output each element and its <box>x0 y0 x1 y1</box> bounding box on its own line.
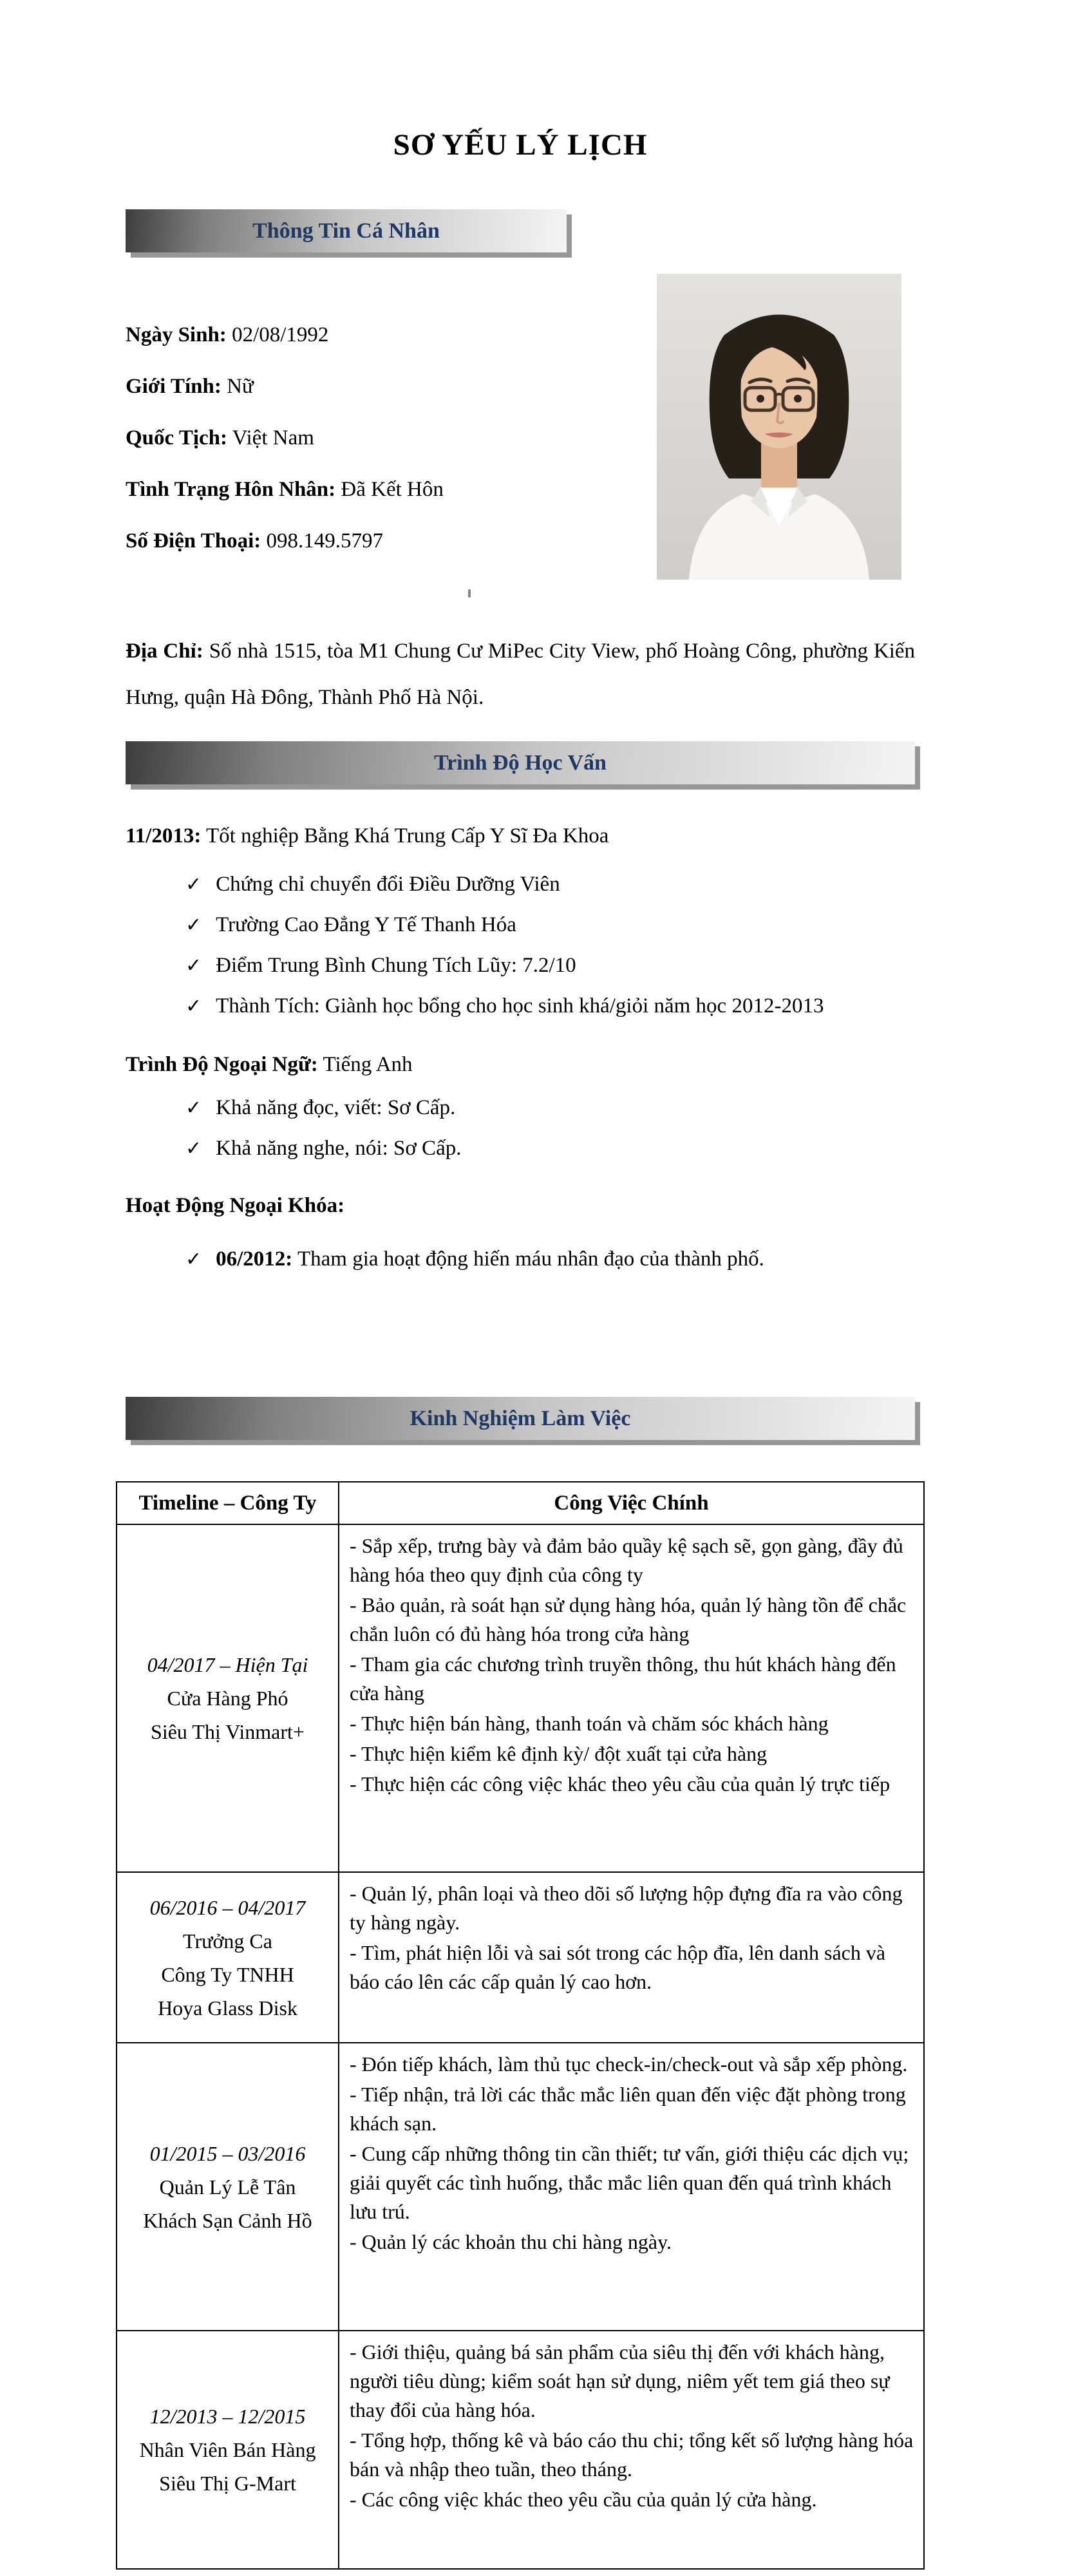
address-label: Địa Chỉ: <box>126 639 203 663</box>
bullet-text: Khả năng đọc, viết: Sơ Cấp. <box>216 1096 456 1119</box>
duty-item: - Tìm, phát hiện lỗi và sai sót trong các hộp đĩa, lên danh sách và báo cáo lên các cấp quản lý cao hơn. <box>350 1941 886 1993</box>
education-bullet <box>185 945 915 986</box>
bullet-text: Thành Tích: Giành học bổng cho học sinh khá/giỏi năm học 2012-2013 <box>216 994 824 1018</box>
language-line <box>126 1052 915 1077</box>
field-value: Việt Nam <box>232 426 314 450</box>
table-row <box>117 2043 924 2331</box>
section-header-label: Trình Độ Học Vấn <box>434 750 607 775</box>
field-label: Ngày Sinh: <box>126 323 227 346</box>
education-bullet <box>185 864 915 905</box>
address-paragraph <box>126 628 915 721</box>
field-value: Nữ <box>227 375 254 398</box>
field-value: 098.149.5797 <box>266 529 384 553</box>
org-line: Siêu Thị G-Mart <box>159 2472 296 2495</box>
section-header-education <box>126 741 915 784</box>
bullet-text: Trường Cao Đẳng Y Tế Thanh Hóa <box>216 913 516 936</box>
page-1 <box>0 0 1065 1272</box>
org-line: Hoya Glass Disk <box>158 1996 297 2020</box>
table-row <box>117 1524 924 1872</box>
bullet-text: Khả năng nghe, nói: Sơ Cấp. <box>216 1137 462 1160</box>
duty-item: - Đón tiếp khách, làm thủ tục check-in/check-out và sắp xếp phòng. <box>350 2052 908 2076</box>
section-header-label: Thông Tin Cá Nhân <box>252 218 440 243</box>
duty-item: - Cung cấp những thông tin cần thiết; tư vấn, giới thiệu các dịch vụ; giải quyết các tình huống, thắc mắc liên quan đến quá trình khách lưu trú. <box>350 2142 909 2223</box>
section-header-experience <box>126 1397 915 1440</box>
org-line: Quản Lý Lễ Tân <box>159 2175 296 2199</box>
section-header-label: Kinh Nghiệm Làm Việc <box>410 1406 631 1430</box>
col-header-duties: Công Việc Chính <box>339 1482 924 1524</box>
col-header-timeline: Timeline – Công Ty <box>117 1482 339 1524</box>
field-label: Tình Trạng Hôn Nhân: <box>126 478 336 501</box>
timeline-dates: 01/2015 – 03/2016 <box>149 2141 306 2165</box>
timeline-dates: 06/2016 – 04/2017 <box>149 1895 306 1919</box>
duty-item: - Quản lý, phân loại và theo dõi số lượng hộp đựng đĩa ra vào công ty hàng ngày. <box>350 1882 903 1934</box>
language-bullet <box>185 1088 915 1128</box>
bullet-text <box>216 1239 764 1272</box>
field-label: Số Điện Thoại: <box>126 529 261 553</box>
stray-mark <box>468 589 471 598</box>
address-value: Số nhà 1515, tòa M1 Chung Cư MiPec City View, phố Hoàng Công, phường Kiến Hưng, quận Hà Đông, Thành Phố Hà Nội. <box>126 639 916 709</box>
table-row <box>117 2331 924 2569</box>
activity-date-label: 06/2012: <box>216 1247 293 1271</box>
page-2 <box>0 1397 1065 2570</box>
org-line: Công Ty TNHH <box>161 1962 294 1986</box>
duty-item: - Sắp xếp, trưng bày và đảm bảo quầy kệ sạch sẽ, gọn gàng, đầy đủ hàng hóa theo quy định của công ty <box>350 1534 903 1586</box>
timeline-dates: 12/2013 – 12/2015 <box>149 2405 306 2428</box>
education-bullet <box>185 986 915 1027</box>
check-bullet-icon: ✓ <box>185 873 202 896</box>
bullet-text: Chứng chỉ chuyển đổi Điều Dưỡng Viên <box>216 873 560 896</box>
education-bullet-list <box>126 864 915 1027</box>
org-line: Siêu Thị Vinmart+ <box>151 1720 305 1743</box>
check-bullet-icon: ✓ <box>185 1248 202 1271</box>
org-line: Nhân Viên Bán Hàng <box>139 2438 316 2461</box>
check-bullet-icon: ✓ <box>185 914 202 936</box>
experience-table <box>116 1481 925 2570</box>
field-value: Đã Kết Hôn <box>341 478 444 501</box>
language-label: Trình Độ Ngoại Ngữ: <box>126 1053 318 1076</box>
section-header-personal-info <box>126 209 567 252</box>
org-line: Khách Sạn Cảnh Hồ <box>143 2208 312 2232</box>
duty-item: - Thực hiện bán hàng, thanh toán và chăm sóc khách hàng <box>350 1712 829 1735</box>
experience-table-wrap <box>116 1481 915 2570</box>
field-label: Giới Tính: <box>126 375 221 398</box>
education-degree-line <box>126 823 915 849</box>
org-line: Trưởng Ca <box>183 1929 272 1953</box>
language-value: Tiếng Anh <box>323 1053 413 1076</box>
check-bullet-icon: ✓ <box>185 1097 202 1119</box>
activities-heading: Hoạt Động Ngoại Khóa: <box>126 1194 345 1217</box>
timeline-dates: 04/2017 – Hiện Tại <box>147 1653 308 1676</box>
timeline-cell <box>117 1872 339 2043</box>
table-header-row <box>117 1482 924 1524</box>
activities-bullet-list <box>126 1239 915 1272</box>
duty-item: - Tổng hợp, thống kê và báo cáo thu chi; tổng kết số lượng hàng hóa bán và nhập theo tuần, theo tháng. <box>350 2429 914 2481</box>
degree-date-label: 11/2013: <box>126 824 202 848</box>
duties-cell <box>339 2331 924 2569</box>
duty-item: - Các công việc khác theo yêu cầu của quản lý cửa hàng. <box>350 2488 817 2511</box>
duty-item: - Quản lý các khoản thu chi hàng ngày. <box>350 2230 672 2253</box>
duty-item: - Thực hiện kiểm kê định kỳ/ đột xuất tại cửa hàng <box>350 1742 768 1765</box>
org-line: Cửa Hàng Phó <box>167 1687 288 1710</box>
timeline-cell <box>117 2331 339 2569</box>
duty-item: - Bảo quản, rà soát hạn sử dụng hàng hóa, quản lý hàng tồn để chắc chắn luôn có đủ hàng hóa trong cửa hàng <box>350 1593 907 1645</box>
duty-item: - Thực hiện các công việc khác theo yêu cầu của quản lý trực tiếp <box>350 1772 891 1795</box>
portrait-photo <box>657 274 901 580</box>
language-bullet <box>185 1128 915 1169</box>
duty-item: - Giới thiệu, quảng bá sản phẩm của siêu thị đến với khách hàng, người tiêu dùng; kiểm soát hạn sử dụng, niêm yết tem giá theo sự thay đổi của hàng hóa. <box>350 2340 890 2421</box>
portrait-photo-image <box>657 274 901 580</box>
duty-item: - Tiếp nhận, trả lời các thắc mắc liên quan đến việc đặt phòng trong khách sạn. <box>350 2083 906 2135</box>
table-row <box>117 1872 924 2043</box>
activity-bullet <box>185 1239 915 1272</box>
check-bullet-icon: ✓ <box>185 995 202 1018</box>
duties-cell <box>339 2043 924 2331</box>
check-bullet-icon: ✓ <box>185 954 202 977</box>
timeline-cell <box>117 1524 339 1872</box>
page-break-gap <box>0 1272 1065 1397</box>
education-bullet <box>185 905 915 945</box>
language-bullet-list <box>126 1088 915 1169</box>
duties-cell <box>339 1524 924 1872</box>
activity-text: Tham gia hoạt động hiến máu nhân đạo của thành phố. <box>297 1247 764 1271</box>
bullet-text: Điểm Trung Bình Chung Tích Lũy: 7.2/10 <box>216 954 576 977</box>
field-value: 02/08/1992 <box>232 323 329 346</box>
duty-item: - Tham gia các chương trình truyền thông, thu hút khách hàng đến cửa hàng <box>350 1653 896 1705</box>
timeline-cell <box>117 2043 339 2331</box>
degree-text: Tốt nghiệp Bằng Khá Trung Cấp Y Sĩ Đa Khoa <box>206 824 609 848</box>
field-label: Quốc Tịch: <box>126 426 227 450</box>
document-title: SƠ YẾU LÝ LỊCH <box>393 128 648 162</box>
check-bullet-icon: ✓ <box>185 1137 202 1160</box>
duties-cell <box>339 1872 924 2043</box>
